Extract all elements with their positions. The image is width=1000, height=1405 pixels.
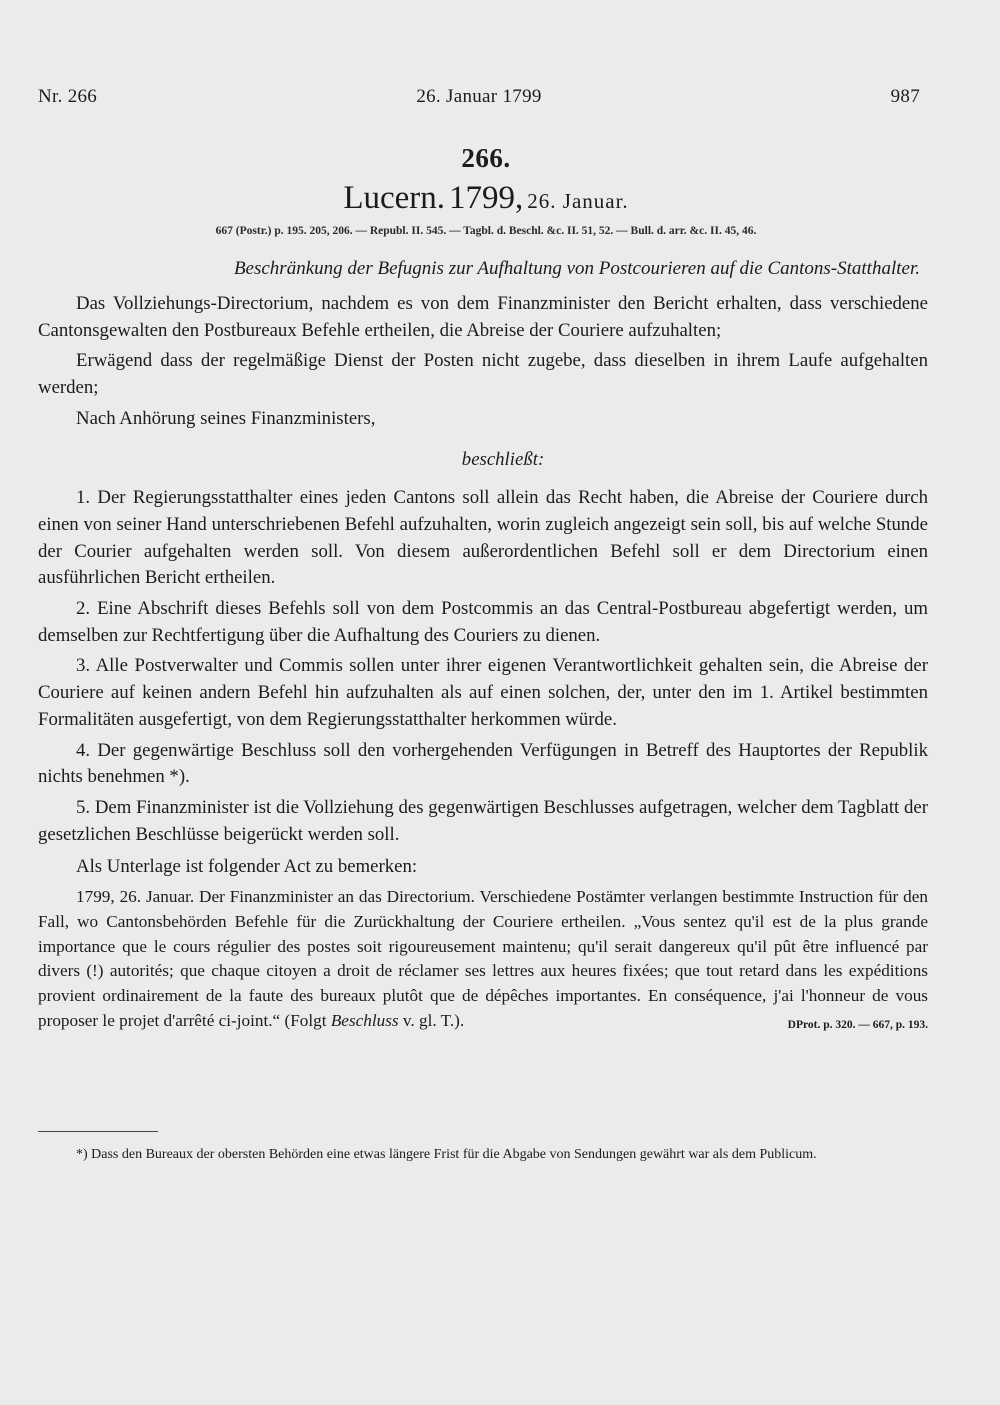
document-number-header: Nr. 266	[38, 86, 98, 107]
article-paragraph: 4. Der gegenwärtige Beschluss soll den vorhergehenden Verfügungen in Betreff des Hauptortes der Republik nichts benehmen *).	[38, 739, 928, 788]
act-source-reference: DProt. p. 320. — 667, p. 193.	[787, 1019, 928, 1032]
preamble-paragraph: Erwägend dass der regelmäßige Dienst der Posten nicht zugebe, dass dieselben in ihrem Laufe aufgehalten werden;	[38, 350, 928, 399]
dateline-place: Lucern.	[343, 180, 446, 216]
decision-formula: beschließt:	[461, 448, 545, 470]
document-body	[38, 291, 928, 1038]
act-text: 1799, 26. Januar. Der Finanzminister an das Directorium. Verschiedene Postämter verlangen bestimmte Instruction für den Fall, wo Cantonsbehörden Befehle für die Zurückhaltung der Couriere ertheilen. „Vous sentez qu'il est de la plus grande importance que le cours régulier des postes soit rigoureusement maintenu; qu'il serait dangereux qu'il pût être influencé par divers (!) autorités; que chaque citoyen a droit de réclamer ses lettres aux heures fixées; que tout retard dans les expéditions provient ordinairement de la faute des bureaux plutôt que de dépêches importantes. En conséquence, j'ai l'honneur de vous proposer le projet d'arrêté ci-joint.“ (Folgt	[38, 887, 928, 1031]
note-intro: Als Unterlage ist folgender Act zu bemerken:	[76, 856, 418, 878]
act-paragraph	[38, 885, 928, 1034]
subject-heading: Beschränkung der Befugnis zur Aufhaltung von Postcourieren auf die Cantons-Statthalter.	[233, 258, 920, 279]
source-references: 667 (Postr.) p. 195. 205, 206. — Republ. II. 545. — Tagbl. d. Beschl. &c. II. 51, 52. — Bull. d. arr. &c. II. 45, 46.	[215, 225, 757, 237]
article-paragraph: 5. Dem Finanzminister ist die Vollziehung des gegenwärtigen Beschlusses aufgetragen, welcher dem Tagblatt der gesetzlichen Beschlüsse beigerückt werden soll.	[38, 796, 928, 845]
dateline-year: 1799,	[449, 180, 524, 216]
article-paragraph: 3. Alle Postverwalter und Commis sollen unter ihrer eigenen Verantwortlichkeit gehalten sein, die Abreise der Couriere auf keinen andern Befehl hin aufzuhalten als auf einen solchen, der, unter den im 1. Artikel bestimmten Formalitäten ausgefertigt, von dem Regierungsstatthalter herkommen würde.	[38, 655, 928, 730]
dateline	[0, 180, 972, 217]
act-text-end: v. gl. T.).	[398, 1011, 465, 1031]
running-head	[38, 86, 920, 112]
document-number: 266.	[461, 143, 511, 173]
supporting-act	[38, 885, 928, 1034]
page-number: 987	[890, 86, 920, 107]
article-paragraph: 2. Eine Abschrift dieses Befehls soll von dem Postcommis an das Central-Postbureau abgefertigt werden, um demselben zur Rechtfertigung über die Aufhaltung des Couriers zu dienen.	[38, 598, 928, 646]
date-header: 26. Januar 1799	[416, 86, 542, 107]
act-italic: Beschluss	[330, 1011, 399, 1031]
footnote-divider	[38, 1131, 158, 1132]
article-paragraph: 1. Der Regierungsstatthalter eines jeden Cantons soll allein das Recht haben, die Abreise der Couriere durch einen von seiner Hand unterschriebenen Befehl aufzuhalten, worin zugleich angezeigt sein soll, bis auf welche Stunde der Courier aufgehalten werden soll. Von diesem außerordentlichen Befehl soll er dem Directorium einen ausführlichen Bericht ertheilen.	[38, 487, 928, 589]
footnote: *) Dass den Bureaux der obersten Behörden eine etwas längere Frist für die Abgabe von Sendungen gewährt war als dem Publicum.	[76, 1147, 817, 1162]
preamble-paragraph: Das Vollziehungs-Directorium, nachdem es von dem Finanzminister den Bericht erhalten, dass verschiedene Cantonsgewalten den Postbureaux Befehle ertheilen, die Abreise der Couriere aufzuhalten;	[38, 293, 928, 341]
dateline-day: 26. Januar.	[527, 189, 629, 213]
preamble-paragraph: Nach Anhörung seines Finanzministers,	[76, 407, 376, 429]
